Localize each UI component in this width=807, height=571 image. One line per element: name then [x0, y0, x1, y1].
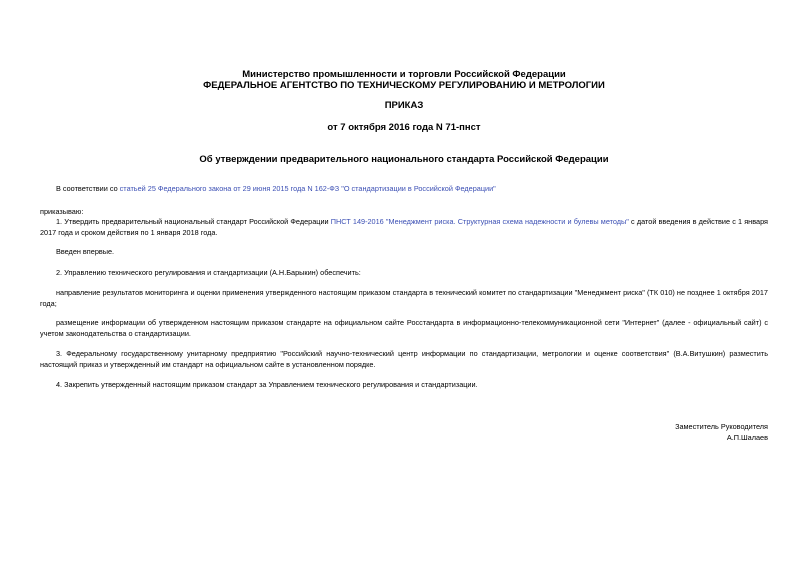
- signer-position: Заместитель Руководителя: [675, 422, 768, 431]
- standard-link[interactable]: ПНСТ 149-2016 "Менеджмент риска. Структурная схема надежности и булевы методы": [330, 217, 629, 226]
- document-header: [40, 69, 768, 91]
- preamble: [40, 184, 768, 195]
- order-subject: Об утверждении предварительного национального стандарта Российской Федерации: [199, 154, 609, 165]
- item-1-prefix: 1. Утвердить предварительный национальный стандарт Российской Федерации: [56, 217, 331, 226]
- item-3: 3. Федеральному государственному унитарному предприятию "Российский научно-технический центр информации по стандартизации, метрологии и оценке соответствия" (В.А.Витушкин) разместить настоящий приказ и утвержденный им стандарт на официальном сайте в установленном порядке.: [40, 349, 768, 369]
- agency-name: ФЕДЕРАЛЬНОЕ АГЕНТСТВО ПО ТЕХНИЧЕСКОМУ РЕГУЛИРОВАНИЮ И МЕТРОЛОГИИ: [203, 80, 605, 91]
- item-1: [40, 217, 768, 238]
- introduced-note: Введен впервые.: [56, 247, 115, 256]
- item-2: 2. Управлению технического регулирования и стандартизации (А.Н.Барыкин) обеспечить:: [56, 268, 361, 277]
- preamble-text: В соответствии со: [56, 184, 120, 193]
- signature-block: [675, 422, 768, 443]
- item-2-b: размещение информации об утвержденном настоящим приказом стандарте на официальном сайте Росстандарта в информационно-телекоммуникационной сети "Интернет" (далее - официальный сайт) с учетом законодательства о стандартизации.: [40, 318, 768, 338]
- item-2-a: направление результатов мониторинга и оценки применения утвержденного настоящим приказом стандарта в технический комитет по стандартизации "Менеджмент риска" (ТК 010) не позднее 1 октября 2017 года;: [40, 288, 768, 308]
- item-1-suffix: с датой введения в действие с 1 января 2017 года и сроком действия по 1 января 2018 года.: [40, 217, 768, 237]
- law-article-link[interactable]: статьей 25 Федерального закона от 29 июня 2015 года N 162-ФЗ "О стандартизации в Российской Федерации": [119, 184, 496, 193]
- ministry-name: Министерство промышленности и торговли Российской Федерации: [242, 69, 566, 80]
- item-4: 4. Закрепить утвержденный настоящим приказом стандарт за Управлением технического регулирования и стандартизации.: [56, 380, 478, 389]
- order-word: приказываю:: [40, 207, 84, 216]
- order-date-number: от 7 октября 2016 года N 71-пнст: [327, 122, 481, 133]
- signer-name: А.П.Шалаев: [726, 432, 768, 442]
- document-type: ПРИКАЗ: [384, 100, 424, 111]
